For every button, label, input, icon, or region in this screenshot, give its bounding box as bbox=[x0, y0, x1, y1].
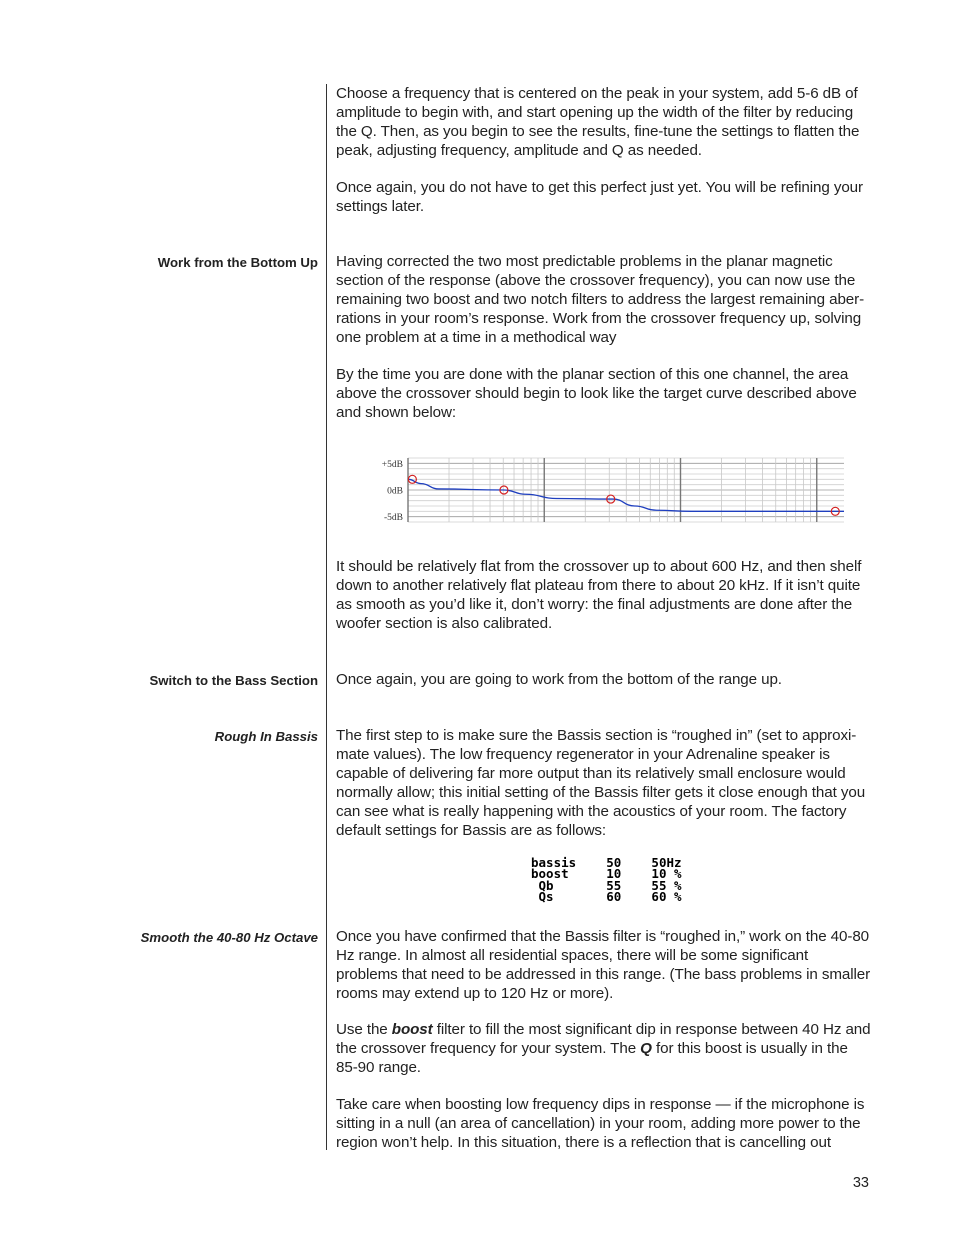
paragraph-flat-crossover: It should be relatively flat from the crossover up to about 600 Hz, and then shelf down to another relatively flat plateau from there to about 20 kHz. If it isn’t quite as smooth as you’d like it, don’t worry: the final adjustments are done after the woofer section is also calibrated. bbox=[336, 558, 862, 632]
paragraph-bassis-rough-in: The first step to is make sure the Bassis section is “roughed in” (set to approxi-mate values). The low frequency regenerator in your Adrenaline speaker is capable of delivering far more output than its relatively small enclosure would normally allow; this initial setting of the Bassis filter gets it close enough that you can see what is really happening with the acoustics of your room. The factory default settings for Bassis are as follows: bbox=[336, 727, 866, 839]
chart-y-ticks bbox=[382, 460, 403, 523]
target-curve-chart bbox=[370, 454, 850, 526]
paragraph-null-warning: Take care when boosting low frequency dips in response — if the microphone is sitting in a null (an area of cancellation) in your room, adding more power to the region won’t help. In this situation, there is a reflection that is cancelling out bbox=[336, 1096, 865, 1151]
bassis-value: 60 bbox=[606, 889, 652, 905]
bassis-readout: 60 % bbox=[651, 889, 682, 905]
bassis-readout: 50Hz bbox=[651, 855, 682, 870]
boost-text-mid: filter to fill the most significant dip in response between 40 Hz and the crossover frequency for your system. The bbox=[336, 1021, 871, 1057]
bassis-settings-display bbox=[531, 857, 682, 903]
chart-y-tick-label: 0dB bbox=[387, 486, 403, 497]
q-keyword: Q bbox=[640, 1039, 652, 1057]
paragraph-boost-filter bbox=[336, 1021, 872, 1078]
side-heading-switch-bass: Switch to the Bass Section bbox=[149, 673, 318, 688]
boost-text-post: for this boost is usually in the 85-90 range. bbox=[336, 1039, 848, 1076]
paragraph-target-curve: By the time you are done with the planar section of this one channel, the area above the crossover should begin to look like the target curve described above and shown below: bbox=[336, 366, 857, 421]
boost-keyword: boost bbox=[391, 1021, 433, 1038]
bassis-value: 55 bbox=[606, 877, 652, 893]
bassis-value: 10 bbox=[606, 866, 652, 882]
bassis-value: 50 bbox=[606, 855, 652, 870]
paragraph-peak-filter: Choose a frequency that is centered on the peak in your system, add 5-6 dB of amplitude to begin with, and start opening up the width of the filter by reducing the Q. Then, as you begin to see the results, fine-tune the settings to flatten the peak, adjusting frequency, amplitude and Q as needed. bbox=[336, 85, 860, 159]
boost-text-pre: Use the bbox=[336, 1021, 392, 1038]
bassis-readout: 55 % bbox=[651, 877, 682, 893]
column-rule bbox=[326, 84, 327, 1150]
paragraph-not-perfect: Once again, you do not have to get this perfect just yet. You will be refining your settings later. bbox=[336, 179, 863, 215]
bassis-param: bassis bbox=[531, 855, 607, 870]
chart-y-tick-label: -5dB bbox=[384, 513, 403, 524]
side-heading-work-bottom-up: Work from the Bottom Up bbox=[157, 255, 318, 270]
bassis-param: Qb bbox=[531, 877, 607, 893]
page-number: 33 bbox=[852, 1175, 869, 1191]
side-heading-rough-in: Rough In Bassis bbox=[214, 729, 318, 744]
paragraph-40-80hz: Once you have confirmed that the Bassis filter is “roughed in,” work on the 40-80 Hz range. In almost all residential spaces, there will be some significant problems that need to be addressed in this range. (The bass problems in smaller rooms may extend up to 120 Hz or more). bbox=[336, 928, 871, 1002]
bassis-param: Qs bbox=[531, 889, 607, 905]
bassis-row bbox=[531, 889, 682, 905]
bassis-param: boost bbox=[531, 866, 607, 882]
paragraph-bass-range: Once again, you are going to work from the bottom of the range up. bbox=[336, 671, 782, 688]
bassis-readout: 10 % bbox=[651, 866, 682, 882]
chart-y-tick-label: +5dB bbox=[381, 459, 403, 470]
paragraph-planar-section: Having corrected the two most predictable problems in the planar magnetic section of the response (above the crossover frequency), you can now use the remaining two boost and two notch filters to address the largest remaining aber-rations in your room’s response. Work from the crossover frequency up, solving one problem at a time in a methodical way bbox=[336, 253, 865, 346]
side-heading-smooth-octave: Smooth the 40-80 Hz Octave bbox=[140, 930, 318, 945]
